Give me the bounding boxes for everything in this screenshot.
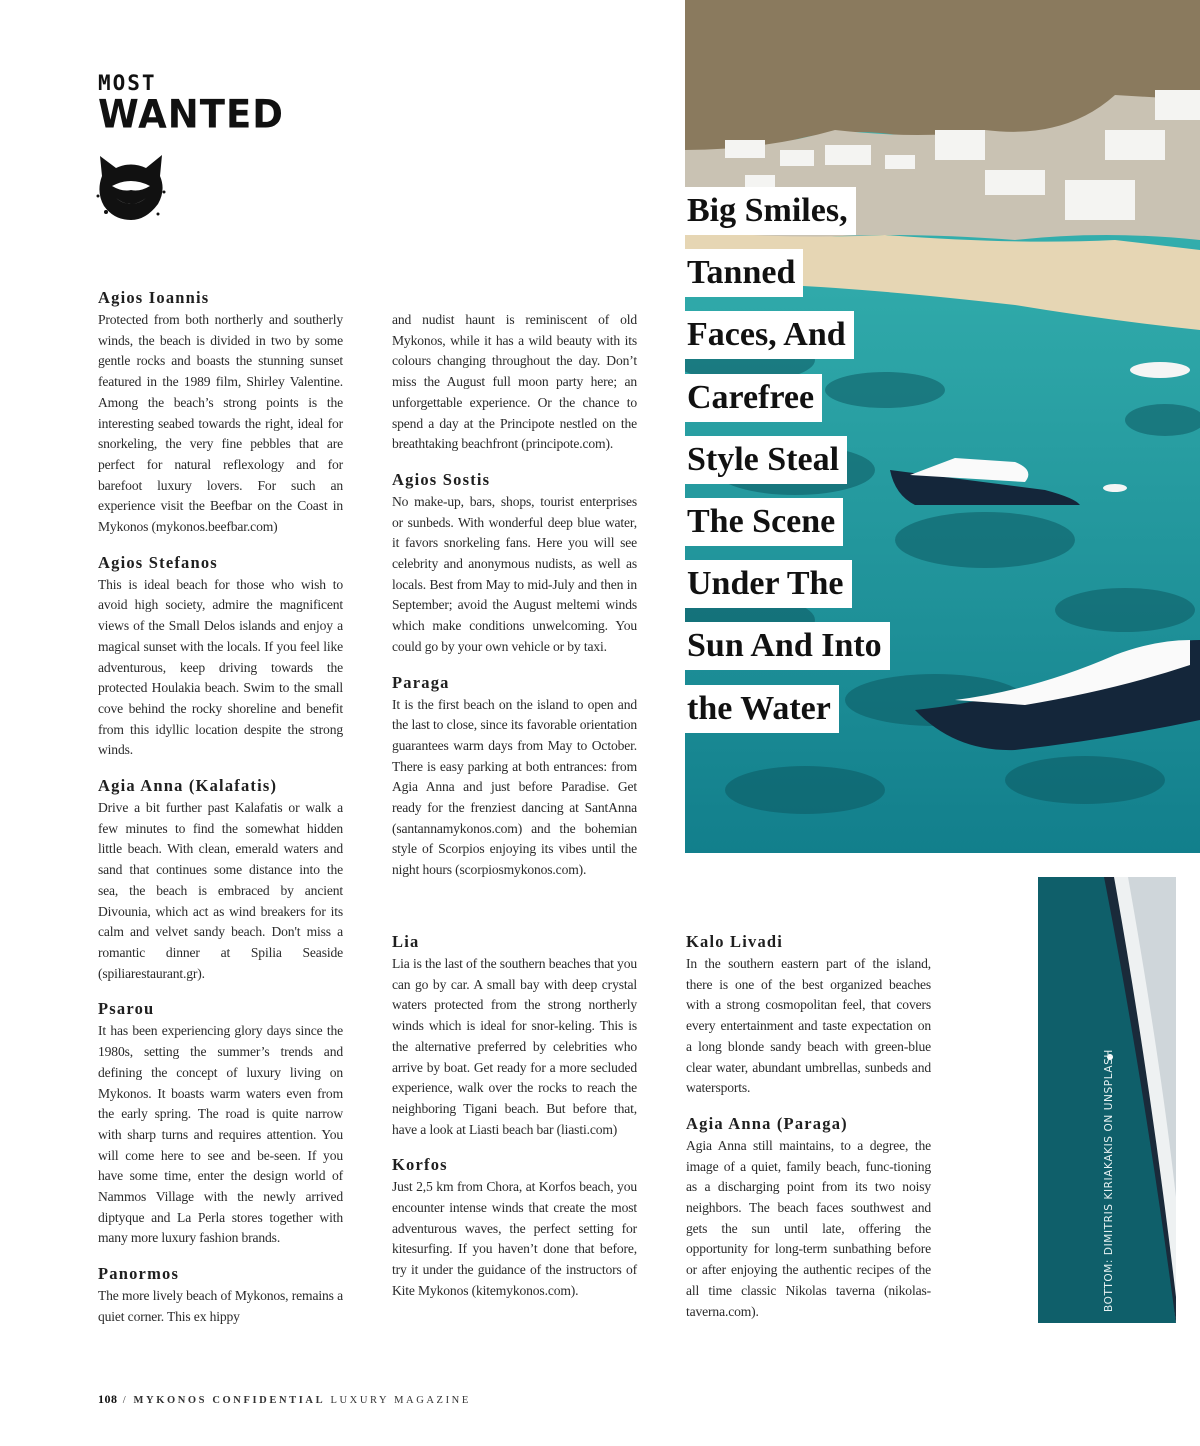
page-footer — [98, 1392, 471, 1407]
logo-line-wanted: WANTED — [98, 91, 284, 138]
magazine-name: MYKONOS CONFIDENTIAL — [133, 1395, 326, 1406]
headline-line: The Scene — [685, 498, 843, 546]
article-body: It is the first beach on the island to open and the last to close, since its favorable orientation guarantees warm days from May to October. There is easy parking at both entrances: from Agia Anna and just before Paradise. Get ready for the frenziest dancing at SantAnna (santannamykonos.com) and the bohemian style of Scorpios enjoying its vibes until the night hours (scorpiosmykonos.com). — [392, 696, 637, 878]
most-wanted-logo — [98, 71, 288, 138]
article-title: Lia — [392, 932, 420, 951]
headline-line: the Water — [685, 685, 839, 733]
article-body: In the southern eastern part of the island, there is one of the best organized beaches with a strong cosmopolitan feel, that covers every entertainment and taste expectation on a long blonde sandy beach with green-blue clear water, abundant umbrellas, sunbeds and watersports. — [686, 956, 931, 1096]
article-body: Protected from both northerly and southerly winds, the beach is divided in two by some gentle rocks and boasts the stunning sunset featured in the 1989 film, Shirley Valentine. Among the beach’s strong points is the interesting seabed towards the right, ideal for snorkeling, the very fine pebbles that are perfect for natural reflexology and for barefoot luxury lovers. For such an experience visit the Beefbar on the Coast in Mykonos (mykonos.beefbar.com) — [98, 312, 343, 535]
headline-line: Carefree — [685, 374, 822, 422]
headline-line: Tanned — [685, 249, 803, 297]
article-kalo-livadi — [686, 932, 931, 1099]
column-2 — [392, 310, 637, 896]
article-lia — [392, 932, 637, 1140]
footer-separator: / — [122, 1395, 129, 1406]
article-body: Drive a bit further past Kalafatis or walk a few minutes to find the somewhat hidden little beach. With clean, emerald waters and sand that continues some distance into the sea, the beach is embraced by ancient Divounia, which act as wind breakers for its calm and velvet sandy beach. Don't miss a romantic dinner at Spilia Seaside (spiliarestaurant.gr). — [98, 800, 343, 981]
headline-line: Style Steal — [685, 436, 847, 484]
headline-line: Faces, And — [685, 311, 854, 359]
article-title: Panormos — [98, 1264, 180, 1284]
article-title: Agia Anna (Kalafatis) — [98, 776, 278, 796]
article-body: It has been experiencing glory days since the 1980s, setting the summer’s trends and defining the concept of luxury living on Mykonos. It boasts warm waters even from the early spring. The road is quite narrow with sharp turns and requires attention. You will come here to see and be-seen. If you have some time, enter the design world of Nammos Village with the newly arrived diptyque and La Perla stores together with many more luxury fashion brands. — [98, 1023, 343, 1246]
article-body: Lia is the last of the southern beaches that you can go by car. A small bay with deep crystal waters protected from the strong northerly winds which is ideal for snor-keling. This is the alternative preferred by celebrities who arrive by boat. Get ready for a more secluded experience, walk over the rocks to reach the neighboring Tigani beach. But before that, have a look at Liasti beach bar (liasti.com) — [392, 956, 637, 1137]
article-agia-anna-kalafatis — [98, 776, 343, 984]
article-title: Kalo Livadi — [686, 932, 784, 951]
cat-mascot-icon — [94, 152, 168, 224]
article-agios-sostis — [392, 470, 637, 658]
article-body: No make-up, bars, shops, tourist enterprises or sunbeds. With wonderful deep blue water, it favors snorkeling fans. Here you will see celebrity and anonymous nudists, as well as locals. Best from May to mid-July and then in September; avoid the August meltemi winds which make conditions unwelcoming. You could go by your own vehicle or by taxi. — [392, 493, 637, 654]
article-body: This is ideal beach for those who wish to avoid high society, admire the magnificent views of the Small Delos islands and enjoy a magical sunset with the locals. If you feel like adventurous, keep driving towards the protected Houlakia beach. Swim to the small cove behind the rocky shoreline and benefit from this idyllic location despite the strong winds. — [98, 576, 343, 758]
article-agios-ioannis — [98, 288, 343, 538]
article-korfos — [392, 1155, 637, 1301]
column-1 — [98, 288, 343, 1343]
article-title: Agia Anna (Paraga) — [686, 1113, 848, 1133]
article-panormos-continued — [392, 310, 637, 455]
article-title: Agios Stefanos — [98, 552, 218, 572]
article-body: Just 2,5 km from Chora, at Korfos beach, you encounter intense winds that create the most adventurous waves, the perfect setting for kitesurfing. If you haven’t done that before, try it under the guidance of the instructors of Kite Mykonos (kitemykonos.com). — [392, 1179, 637, 1298]
article-paraga — [392, 673, 637, 881]
article-agia-anna-paraga — [686, 1114, 931, 1322]
article-body: The more lively beach of Mykonos, remains a quiet corner. This ex hippy — [98, 1288, 343, 1324]
article-title: Agios Sostis — [392, 469, 491, 489]
page-number: 108 — [98, 1392, 118, 1406]
headline — [685, 187, 945, 747]
article-title: Korfos — [392, 1155, 448, 1175]
article-title: Psarou — [98, 999, 155, 1019]
article-title: Paraga — [392, 672, 450, 692]
magazine-subtitle: LUXURY MAGAZINE — [330, 1395, 471, 1406]
headline-line: Under The — [685, 560, 852, 608]
column-2-bottom — [392, 932, 637, 1317]
article-psarou — [98, 999, 343, 1249]
article-agios-stefanos — [98, 553, 343, 761]
headline-line: Sun And Into — [685, 622, 890, 670]
photo-credit: BOTTOM: DIMITRIS KIRIAKAKIS ON UNSPLASH — [1103, 1049, 1115, 1312]
headline-line: Big Smiles, — [685, 187, 856, 235]
article-panormos — [98, 1264, 343, 1327]
article-body: and nudist haunt is reminiscent of old Mykonos, while it has a wild beauty with its colours changing throughout the day. Don’t miss the August full moon party here; an unforgettable experience. Or the chance to spend a day at the Principote nestled on the breathtaking beachfront (principote.com). — [392, 312, 637, 452]
article-body: Agia Anna still maintains, to a degree, the image of a quiet, family beach, func-tioning as a discharging point from its two noisy neighbors. The beach faces southwest and gets the sun until late, offering the opportunity for long-term sunbathing before or after enjoying the authentic recipes of the all time classic Nikolas taverna (nikolas-taverna.com). — [686, 1137, 931, 1319]
column-3 — [686, 932, 931, 1337]
article-title: Agios Ioannis — [98, 288, 210, 307]
logo-line-most: MOST — [98, 71, 157, 95]
